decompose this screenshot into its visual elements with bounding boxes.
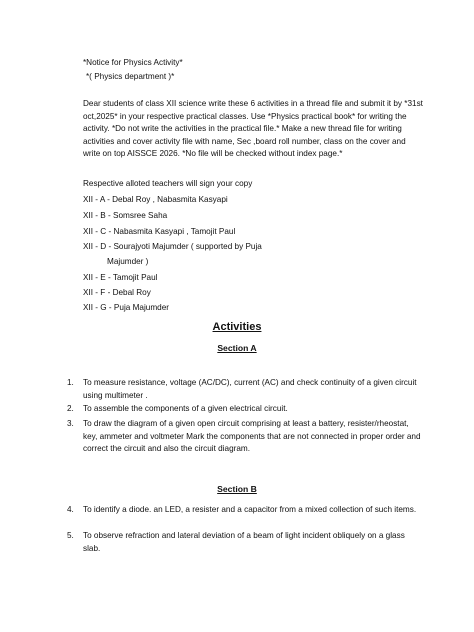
item-text: To measure resistance, voltage (AC/DC), current (AC) and check continuity of a given circuit using multimeter . <box>83 378 417 400</box>
section-teacher-g: XII - G - Puja Majumder <box>83 303 169 312</box>
item-text: To assemble the components of a given electrical circuit. <box>83 404 288 413</box>
section-teacher-c: XII - C - Nabasmita Kasyapi , Tamojit Paul <box>83 227 236 236</box>
teachers-intro: Respective alloted teachers will sign your copy <box>83 179 253 188</box>
section-teacher-a: XII - A - Debal Roy , Nabasmita Kasyapi <box>83 195 228 204</box>
item-text: To draw the diagram of a given open circuit comprising at least a battery, resister/rheostat, key, ammeter and voltmeter Mark the components that are not connected in proper order and correct the circuit and also the circuit diagram. <box>83 419 421 454</box>
notice-body: Dear students of class XII science write these 6 activities in a thread file and submit it by *31st oct,2025* in your respective practical classes. Use *Physics practical book* for writing the activity. *Do not write the activities in the practical file.* Make a new thread file for writing activities and cover activity file with name, Sec ,board roll number, class on the cover and write on top AISSCE 2026. *No file will be checked without index page.* <box>83 99 423 159</box>
item-number: 3. <box>67 419 74 428</box>
item-number: 2. <box>67 404 74 413</box>
notice-title: *Notice for Physics Activity* <box>83 58 183 67</box>
section-teacher-e: XII - E - Tamojit Paul <box>83 273 158 282</box>
section-b-title: Section B <box>217 484 257 494</box>
notice-department: *( Physics department )* <box>86 72 175 81</box>
section-teacher-b: XII - B - Somsree Saha <box>83 211 168 220</box>
section-teacher-d-cont: Majumder ) <box>107 257 149 266</box>
item-text: To identify a diode. an LED, a resister and a capacitor from a mixed collection of such items. <box>83 505 417 514</box>
item-number: 5. <box>67 531 74 540</box>
item-number: 4. <box>67 505 74 514</box>
activities-title: Activities <box>212 321 262 333</box>
section-teacher-f: XII - F - Debal Roy <box>83 288 151 297</box>
item-text: To observe refraction and lateral deviation of a beam of light incident obliquely on a glass slab. <box>83 531 405 553</box>
section-teacher-d: XII - D - Sourajyoti Majumder ( supported by Puja <box>83 242 262 251</box>
item-number: 1. <box>67 378 74 387</box>
section-a-title: Section A <box>217 343 257 353</box>
